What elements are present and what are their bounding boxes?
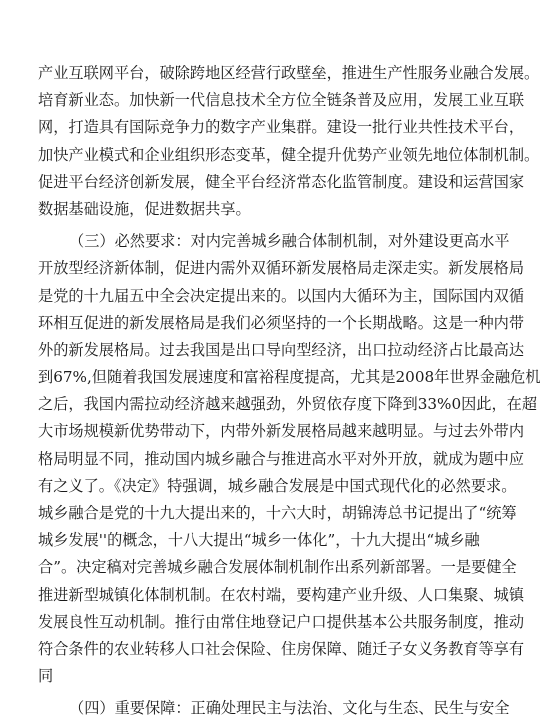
paragraph-line: 数据基础设施，促进数据共享。 <box>38 199 251 218</box>
paragraph-line: 之后，我国内需拉动经济越来越强劲，外贸依存度下降到33%0因此，在超 <box>38 395 538 414</box>
paragraph-line: 是党的十九届五中全会决定提出来的。以国内大循环为主，国际国内双循 <box>38 286 524 305</box>
paragraph-line: 发展良性互动机制。推行由常住地登记户口提供基本公共服务制度，推动 <box>38 612 524 631</box>
document-page <box>38 60 541 723</box>
paragraph-1 <box>38 60 540 223</box>
paragraph-line: 产业互联网平台，破除跨地区经营行政壁垒，推进生产性服务业融合发展。 <box>38 64 540 82</box>
paragraph-line: 促进平台经济创新发展，健全平台经济常态化监管制度。建设和运营国家 <box>38 172 524 191</box>
section-heading-line: （三）必然要求：对内完善城乡融合体制机制，对外建设更高水平 <box>69 232 510 251</box>
paragraph-line: 城乡融合是党的十九大提出来的，十六大时，胡锦涛总书记提出了“统筹 <box>38 504 517 522</box>
paragraph-line: 开放型经济新体制，促进内需外双循环新发展格局走深走实。新发展格局 <box>38 259 524 278</box>
paragraph-line: 符合条件的农业转移人口社会保险、住房保障、随迁子女义务教育等享有 <box>38 639 524 658</box>
paragraph-line: 网，打造具有国际竞争力的数字产业集群。建设一批行业共性技术平台， <box>38 118 524 137</box>
paragraph-line: 外的新发展格局。过去我国是出口导向型经济，出口拉动经济占比最高达 <box>38 340 524 359</box>
paragraph-line: 同 <box>38 667 54 686</box>
paragraph-line: 合”。决定稿对完善城乡融合发展体制机制作出系列新部署。一是要健全 <box>38 558 517 577</box>
paragraph-line: 到67%,但随着我国发展速度和富裕程度提高，尤其是2008年世界金融危机 <box>38 368 541 387</box>
section-heading-line: （四）重要保障：正确处理民主与法治、文化与生态、民生与安全 <box>69 699 510 718</box>
paragraph-3 <box>38 695 510 722</box>
paragraph-line: 环相互促进的新发展格局是我们必须坚持的一个长期战略。这是一种内带 <box>38 313 524 332</box>
paragraph-line: 有之义了。《决定》特强调，城乡融合发展是中国式现代化的必然要求。 <box>38 476 517 495</box>
paragraph-line: 推进新型城镇化体制机制。在农村端，要构建产业升级、人口集聚、城镇 <box>38 585 524 604</box>
paragraph-line: 大市场规模新优势带动下，内带外新发展格局越来越明显。与过去外带内 <box>38 422 524 441</box>
paragraph-line: 培育新业态。加快新一代信息技术全方位全链条普及应用，发展工业互联 <box>38 91 524 110</box>
paragraph-2 <box>38 228 541 690</box>
paragraph-line: 格局明显不同，推动国内城乡融合与推进高水平对外开放，就成为题中应 <box>38 449 524 468</box>
paragraph-line: 城乡发展''的概念，十八大提出“城乡一体化”，十九大提出“城乡融 <box>38 531 480 550</box>
paragraph-line: 加快产业模式和企业组织形态变革，健全提升优势产业领先地位体制机制。 <box>38 145 540 164</box>
